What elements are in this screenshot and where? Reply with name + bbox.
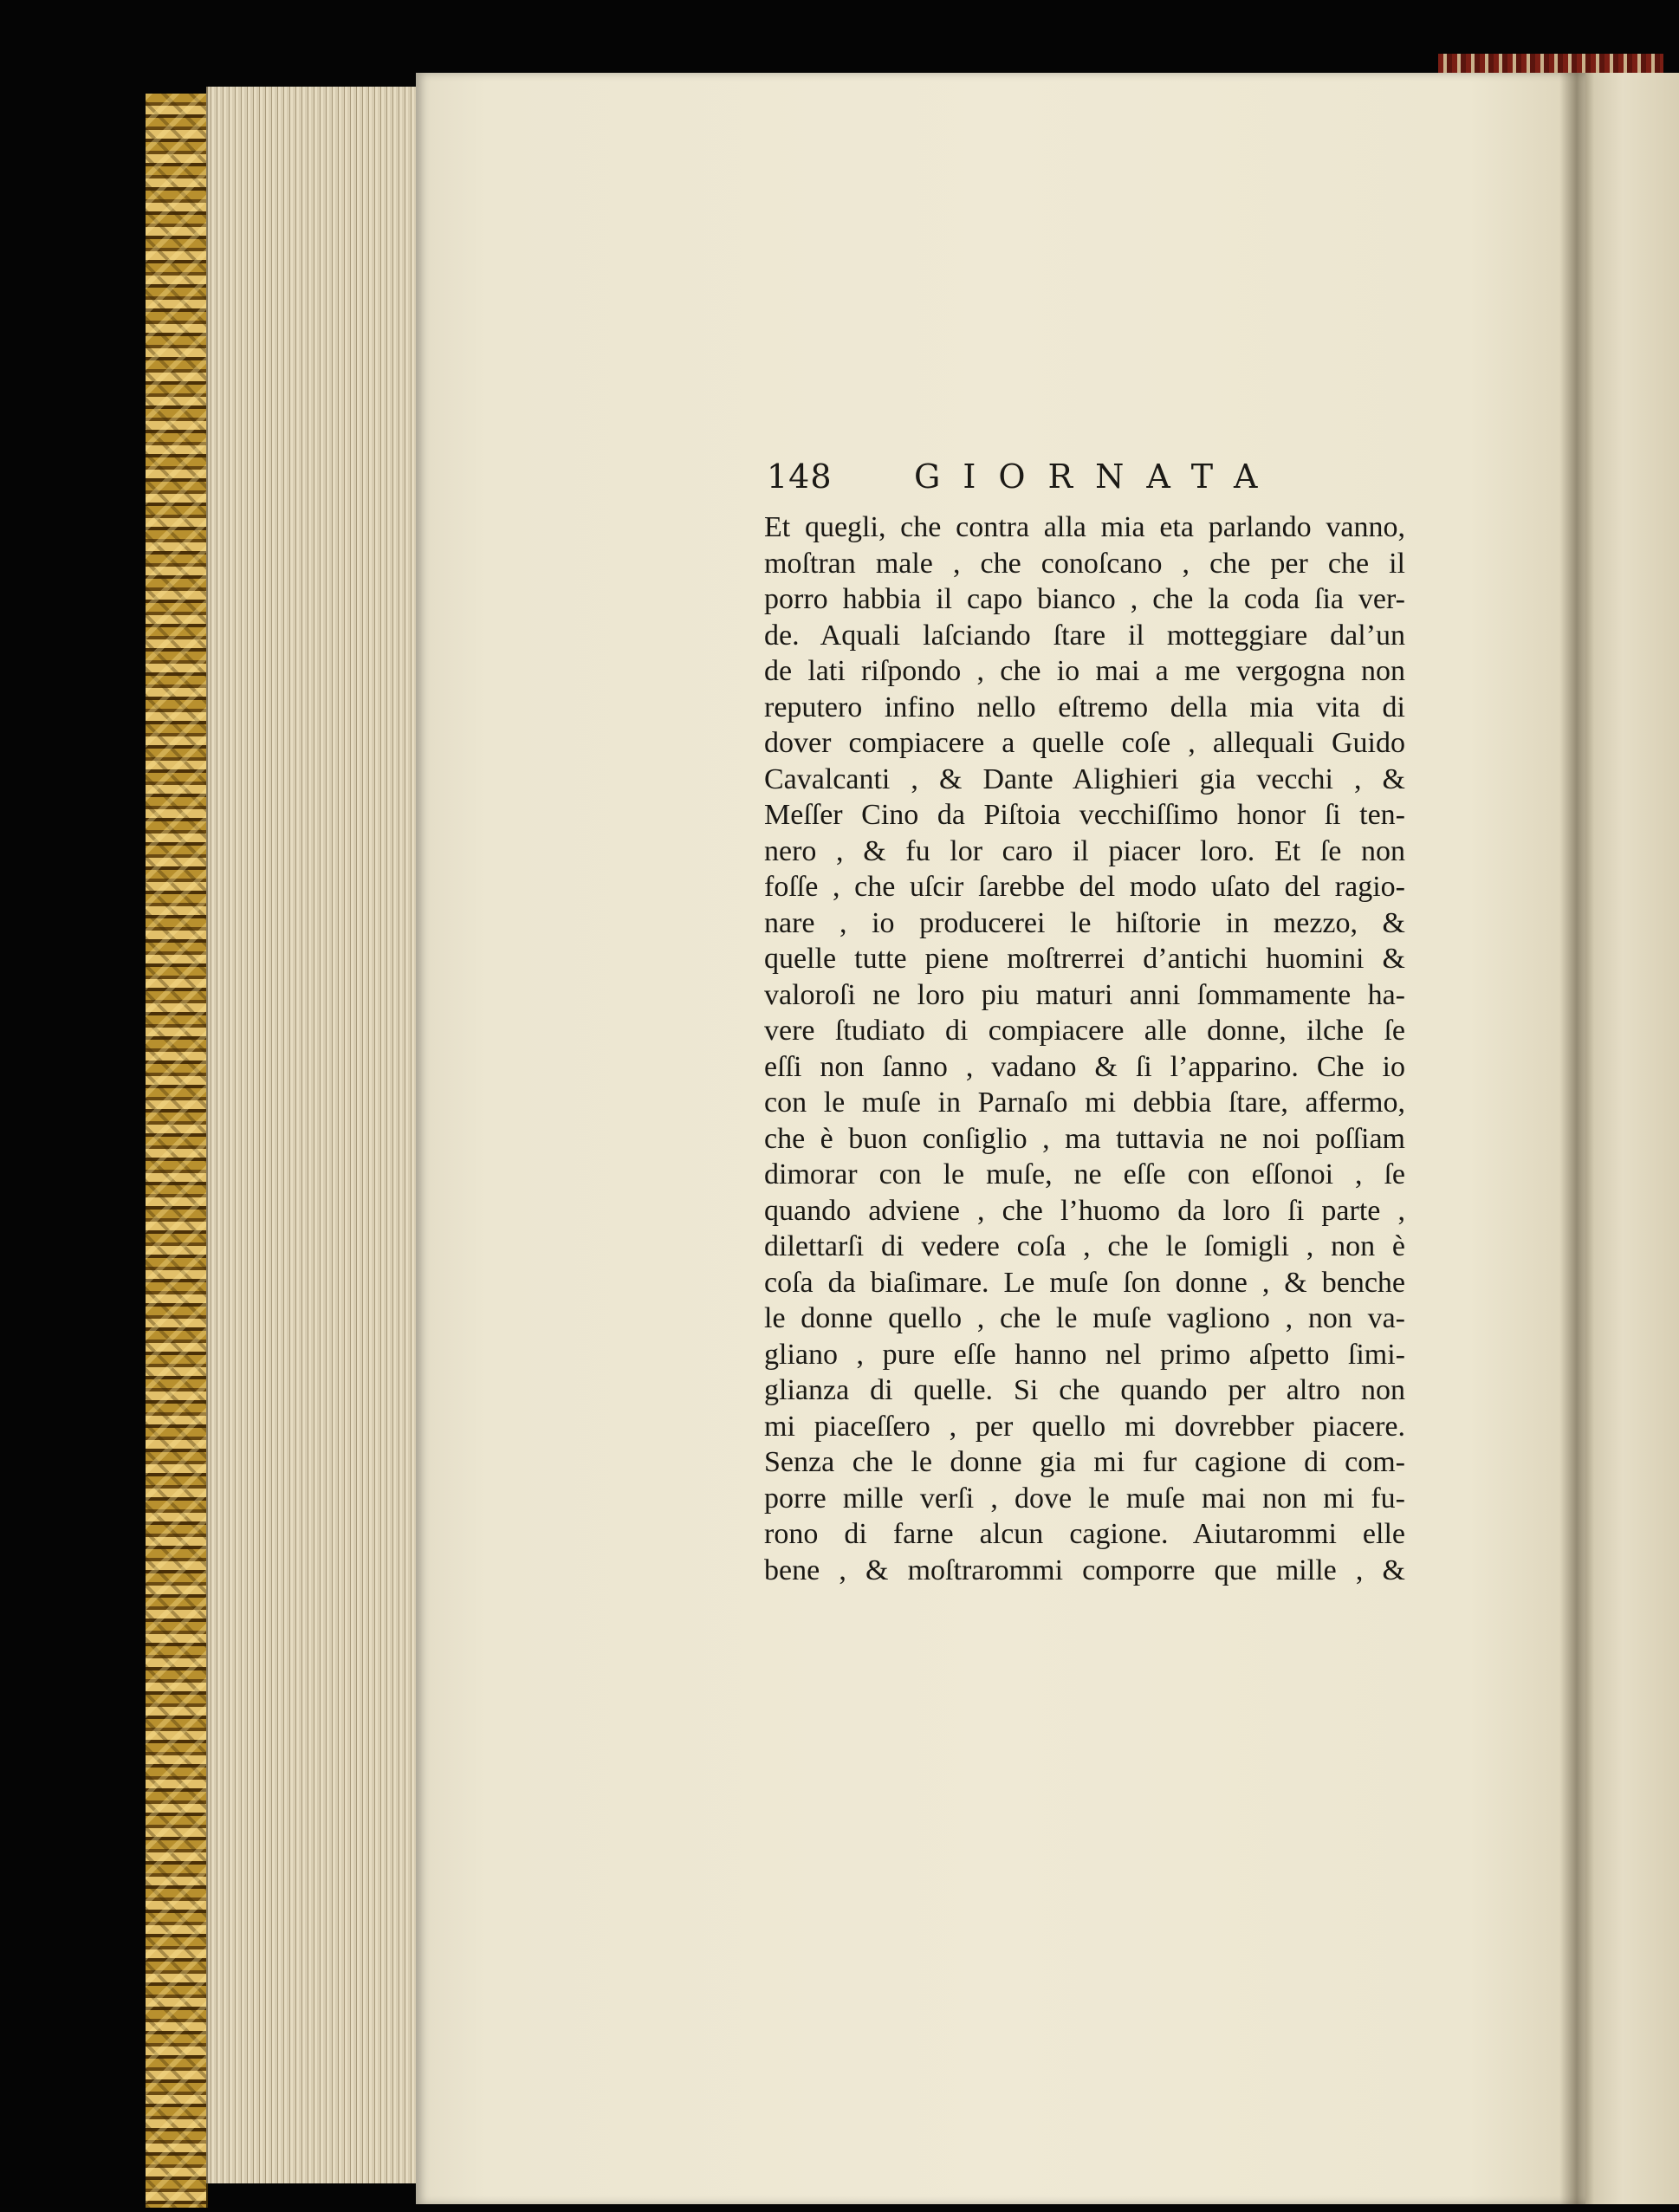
text-line: Meſſer Cino da Piſtoia vecchiſſimo honor ſi ten- bbox=[764, 799, 1405, 831]
text-line: bene , & moſtrarommi comporre que mille , & bbox=[764, 1554, 1405, 1586]
text-line: Senza che le donne gia mi fur cagione di com- bbox=[764, 1446, 1405, 1478]
text-line: foſſe , che uſcir ſarebbe del modo uſato del ragio- bbox=[764, 871, 1405, 903]
text-line: nero , & fu lor caro il piacer loro. Et ſe non bbox=[764, 834, 1405, 867]
running-head-title: GIORNATA bbox=[914, 457, 1280, 496]
text-line: Et quegli, che contra alla mia eta parlando vanno, bbox=[764, 511, 1405, 543]
page-number: 148 bbox=[767, 457, 833, 496]
text-line: dimorar con le muſe, ne eſſe con eſſonoi , ſe bbox=[764, 1158, 1405, 1190]
gutter-shadow bbox=[1559, 73, 1594, 2204]
text-line: mi piaceſſero , per quello mi dovrebber piacere. bbox=[764, 1410, 1405, 1443]
gilt-edge-ornament bbox=[146, 94, 206, 2208]
text-line: porro habbia il capo bianco , che la coda ſia ver- bbox=[764, 583, 1405, 615]
text-line: coſa da biaſimare. Le muſe ſon donne , & benche bbox=[764, 1266, 1405, 1299]
text-line: glianza di quelle. Si che quando per altro non bbox=[764, 1374, 1405, 1406]
text-line: con le muſe in Parnaſo mi debbia ſtare, affermo, bbox=[764, 1087, 1405, 1119]
text-line: dilettarſi di vedere coſa , che le ſomigli , non è bbox=[764, 1230, 1405, 1262]
text-line: gliano , pure eſſe hanno nel primo aſpetto ſimi- bbox=[764, 1338, 1405, 1371]
text-line: le donne quello , che le muſe vagliono , non va- bbox=[764, 1302, 1405, 1334]
running-head bbox=[767, 457, 1408, 503]
text-line: porre mille verſi , dove le muſe mai non mi fu- bbox=[764, 1482, 1405, 1515]
text-line: quando adviene , che l’huomo da loro ſi parte , bbox=[764, 1194, 1405, 1227]
text-line: reputero infino nello eſtremo della mia vita di bbox=[764, 691, 1405, 723]
text-line: dover compiacere a quelle coſe , allequali Guido bbox=[764, 727, 1405, 759]
text-line: de lati riſpondo , che io mai a me vergogna non bbox=[764, 655, 1405, 687]
text-line: che è buon conſiglio , ma tuttavia ne noi poſſiam bbox=[764, 1122, 1405, 1155]
text-line: nare , io producerei le hiſtorie in mezzo, & bbox=[764, 906, 1405, 939]
right-page-edge bbox=[1585, 73, 1679, 2204]
text-line: eſſi non ſanno , vadano & ſi l’apparino. Che io bbox=[764, 1050, 1405, 1083]
text-line: rono di farne alcun cagione. Aiutarommi elle bbox=[764, 1518, 1405, 1550]
text-line: vere ſtudiato di compiacere alle donne, ilche ſe bbox=[764, 1015, 1405, 1047]
text-line: moſtran male , che conoſcano , che per che il bbox=[764, 547, 1405, 580]
text-line: Cavalcanti , & Dante Alighieri gia vecchi , & bbox=[764, 762, 1405, 795]
text-line: quelle tutte piene moſtrerrei d’antichi huomini & bbox=[764, 943, 1405, 975]
text-line: valoroſi ne loro piu maturi anni ſommamente ha- bbox=[764, 978, 1405, 1011]
text-line: de. Aquali laſciando ſtare il motteggiare dal’un bbox=[764, 619, 1405, 652]
page-edges bbox=[206, 87, 420, 2183]
body-text bbox=[764, 509, 1405, 1588]
